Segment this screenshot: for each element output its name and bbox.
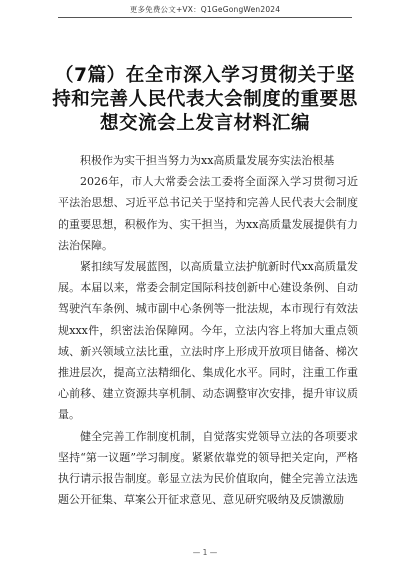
section-heading: 积极作为实干担当努力为xx高质量发展夯实法治根基 [80,154,335,167]
header-rule-divider [58,17,352,18]
page-header-text: 更多免费公文+VX：Q1GeGongWen2024 [129,5,281,14]
body-paragraph: 紧扣续写发展蓝图，以高质量立法护航新时代xx高质量发展。本届以来，常委会制定国际科技创新中心建设条例、自动驾驶汽车条例、城市副中心条例等一批法规，本市现行有效法规xxx件，织密法治保障网。今年，立法内容上将加大重点领域、新兴领域立法比重，立法时序上形成开放项目储备、梯次推进层次，提高立法精细化、集成化水平。同时，注重工作重心前移、建立资源共享机制、动态调整审次安排，提升审议质量。 [58,260,358,422]
page-number: — 1 — [192,548,218,557]
body-paragraph: 2026年，市人大常委会法工委将全面深入学习贯彻习近平法治思想、习近平总书记关于坚持和完善人民代表大会制度的重要思想，积极作为、实干担当，为xx高质量发展提供有力法治保障。 [58,175,358,252]
document-title: （7篇）在全市深入学习贯彻关于坚持和完善人民代表大会制度的重要思想交流会上发言材料汇编 [52,65,358,134]
body-paragraph: 健全完善工作制度机制，自觉落实党领导立法的各项要求坚持“第一议题”学习制度。紧紧依靠党的领导把关定向，严格执行请示报告制度。彰显立法为民价值取向，健全完善立法选题公开征集、草案公开征求意见、意见研究吸纳及反馈激励 [58,429,358,507]
document-body [58,150,358,510]
